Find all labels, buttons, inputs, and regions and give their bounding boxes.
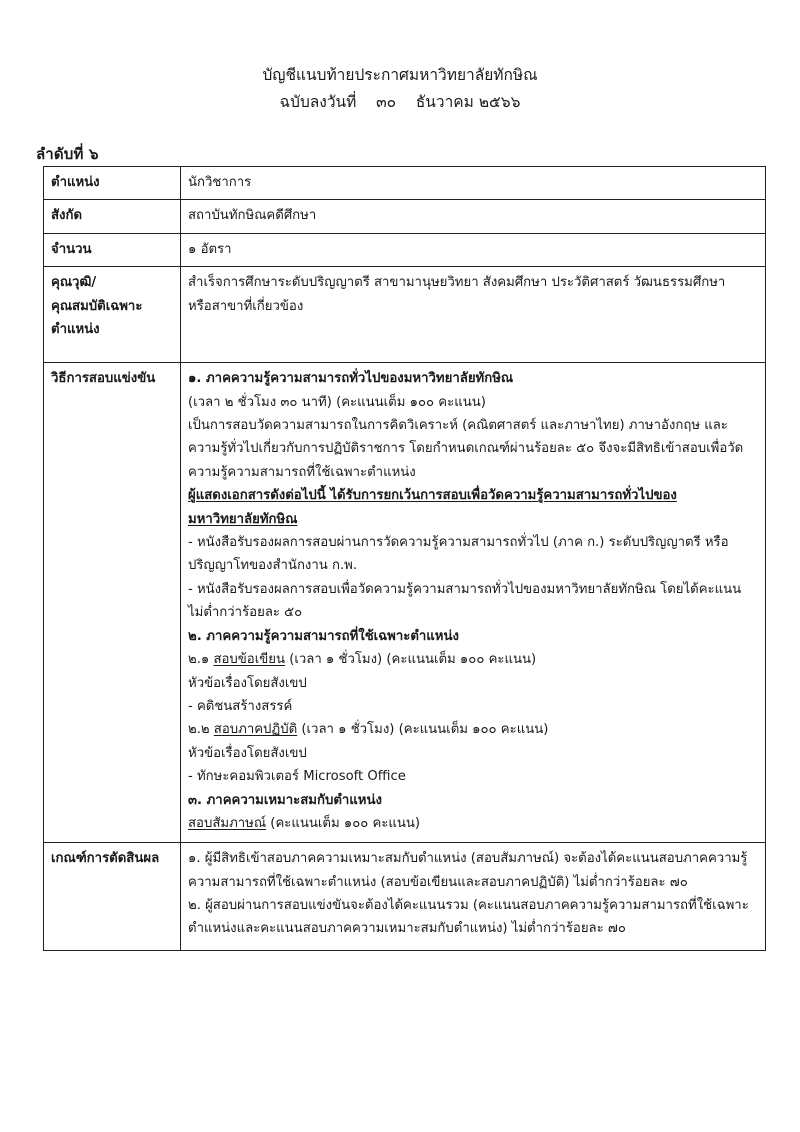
table-row-criteria xyxy=(44,843,766,951)
exam-part2-1-topic-item: - คติชนสร้างสรรค์ xyxy=(188,698,293,714)
row-label-qualification xyxy=(44,267,181,363)
position-details-table xyxy=(43,166,766,951)
table-row-affiliation xyxy=(44,200,766,233)
criteria-item-2-line-1: ๒. ผู้สอบผ่านการสอบแข่งขันจะต้องได้คะแนนรวม (คะแนนสอบภาคความรู้ความสามารถที่ใช้เฉพาะ xyxy=(188,898,749,914)
row-value-qualification xyxy=(181,267,766,363)
row-label-criteria: เกณฑ์การตัดสินผล xyxy=(44,843,181,951)
qualification-label-line-2: คุณสมบัติเฉพาะ xyxy=(51,298,143,314)
row-label-quantity: จำนวน xyxy=(44,233,181,266)
row-label-affiliation: สังกัด xyxy=(44,200,181,233)
exam-part2-2-underlined: สอบภาคปฏิบัติ xyxy=(213,722,298,738)
exam-part3-suffix: (คะแนนเต็ม ๑๐๐ คะแนน) xyxy=(266,815,421,831)
exemption-heading-line-1: ผู้แสดงเอกสารดังต่อไปนี้ ได้รับการยกเว้นการสอบเพื่อวัดความรู้ความสามารถทั่วไปของ xyxy=(188,488,677,504)
order-number-label: ลำดับที่ ๖ xyxy=(36,145,99,163)
table-row-position xyxy=(44,167,766,200)
document-header xyxy=(0,62,800,116)
table-row-exam-method xyxy=(44,363,766,843)
qualification-value-line-1: สำเร็จการศึกษาระดับปริญญาตรี สาขามานุษยวิทยา สังคมศึกษา ประวัติศาสตร์ วัฒนธรรมศึกษา xyxy=(188,275,726,291)
exam-part1-desc-line-1: เป็นการสอบวัดความสามารถในการคิดวิเคราะห์ (คณิตศาสตร์ และภาษาไทย) ภาษาอังกฤษ และ xyxy=(188,418,728,434)
exam-part2-2-topic-label: หัวข้อเรื่องโดยสังเขป xyxy=(188,745,307,761)
header-title-line-1: บัญชีแนบท้ายประกาศมหาวิทยาลัยทักษิณ xyxy=(262,66,538,84)
qualification-label-line-3: ตำแหน่ง xyxy=(51,322,100,338)
exemption-item-2-line-2: ไม่ต่ำกว่าร้อยละ ๕๐ xyxy=(188,605,303,621)
exam-part1-desc-line-3: ความรู้ความสามารถที่ใช้เฉพาะตำแหน่ง xyxy=(188,464,416,480)
exam-part2-1-prefix: ๒.๑ xyxy=(188,652,214,668)
qualification-label-line-1: คุณวุฒิ/ xyxy=(51,275,97,291)
exam-part2-heading: ๒. ภาคความรู้ความสามารถที่ใช้เฉพาะตำแหน่ง xyxy=(188,628,459,644)
exam-part2-2-prefix: ๒.๒ xyxy=(188,722,214,738)
row-value-quantity: ๑ อัตรา xyxy=(181,233,766,266)
exam-part3-line xyxy=(188,812,758,835)
table-row-qualification xyxy=(44,267,766,363)
row-value-position: นักวิชาการ xyxy=(181,167,766,200)
row-value-exam-method xyxy=(181,363,766,843)
criteria-item-2-line-2: ตำแหน่งและคะแนนสอบภาคความเหมาะสมกับตำแหน่ง) ไม่ต่ำกว่าร้อยละ ๗๐ xyxy=(188,921,626,937)
exam-part2-1-line xyxy=(188,648,758,671)
header-date-line: ฉบับลงวันที่ ๓๐ ธันวาคม ๒๕๖๖ xyxy=(279,93,521,111)
row-value-criteria xyxy=(181,843,766,951)
exemption-item-2-line-1: - หนังสือรับรองผลการสอบเพื่อวัดความรู้ความสามารถทั่วไปของมหาวิทยาลัยทักษิณ โดยได้คะแนน xyxy=(188,581,742,597)
exam-part3-heading: ๓. ภาคความเหมาะสมกับตำแหน่ง xyxy=(188,792,382,808)
exam-part3-underlined: สอบสัมภาษณ์ xyxy=(188,815,267,831)
row-label-position: ตำแหน่ง xyxy=(44,167,181,200)
exam-part1-desc-line-2: ความรู้ทั่วไปเกี่ยวกับการปฏิบัติราชการ โดยกำหนดเกณฑ์ผ่านร้อยละ ๕๐ จึงจะมีสิทธิเข้าสอบเพื่อวัด xyxy=(188,441,744,457)
exam-part2-2-line xyxy=(188,718,758,741)
exemption-heading-line-2: มหาวิทยาลัยทักษิณ xyxy=(188,511,298,527)
exam-part2-2-suffix: (เวลา ๑ ชั่วโมง) (คะแนนเต็ม ๑๐๐ คะแนน) xyxy=(297,722,549,738)
exam-part2-1-underlined: สอบข้อเขียน xyxy=(213,652,285,668)
table-row-quantity xyxy=(44,233,766,266)
exemption-item-1-line-2: ปริญญาโทของสำนักงาน ก.พ. xyxy=(188,558,358,574)
row-value-affiliation: สถาบันทักษิณคดีศึกษา xyxy=(181,200,766,233)
exam-part2-2-topic-item: - ทักษะคอมพิวเตอร์ Microsoft Office xyxy=(188,769,406,785)
exam-part1-time: (เวลา ๒ ชั่วโมง ๓๐ นาที) (คะแนนเต็ม ๑๐๐ คะแนน) xyxy=(188,394,486,410)
qualification-value-line-2: หรือสาขาที่เกี่ยวข้อง xyxy=(188,298,304,314)
criteria-item-1-line-1: ๑. ผู้มีสิทธิเข้าสอบภาคความเหมาะสมกับตำแหน่ง (สอบสัมภาษณ์) จะต้องได้คะแนนสอบภาคความรู้ xyxy=(188,851,748,867)
exam-part2-1-suffix: (เวลา ๑ ชั่วโมง) (คะแนนเต็ม ๑๐๐ คะแนน) xyxy=(285,652,537,668)
exemption-item-1-line-1: - หนังสือรับรองผลการสอบผ่านการวัดความรู้ความสามารถทั่วไป (ภาค ก.) ระดับปริญญาตรี หรือ xyxy=(188,535,729,551)
exam-part2-1-topic-label: หัวข้อเรื่องโดยสังเขป xyxy=(188,675,307,691)
criteria-item-1-line-2: ความสามารถที่ใช้เฉพาะตำแหน่ง (สอบข้อเขียนและสอบภาคปฏิบัติ) ไม่ต่ำกว่าร้อยละ ๗๐ xyxy=(188,874,688,890)
row-label-exam-method: วิธีการสอบแข่งขัน xyxy=(44,363,181,843)
exam-part1-heading: ๑. ภาคความรู้ความสามารถทั่วไปของมหาวิทยาลัยทักษิณ xyxy=(188,371,514,387)
